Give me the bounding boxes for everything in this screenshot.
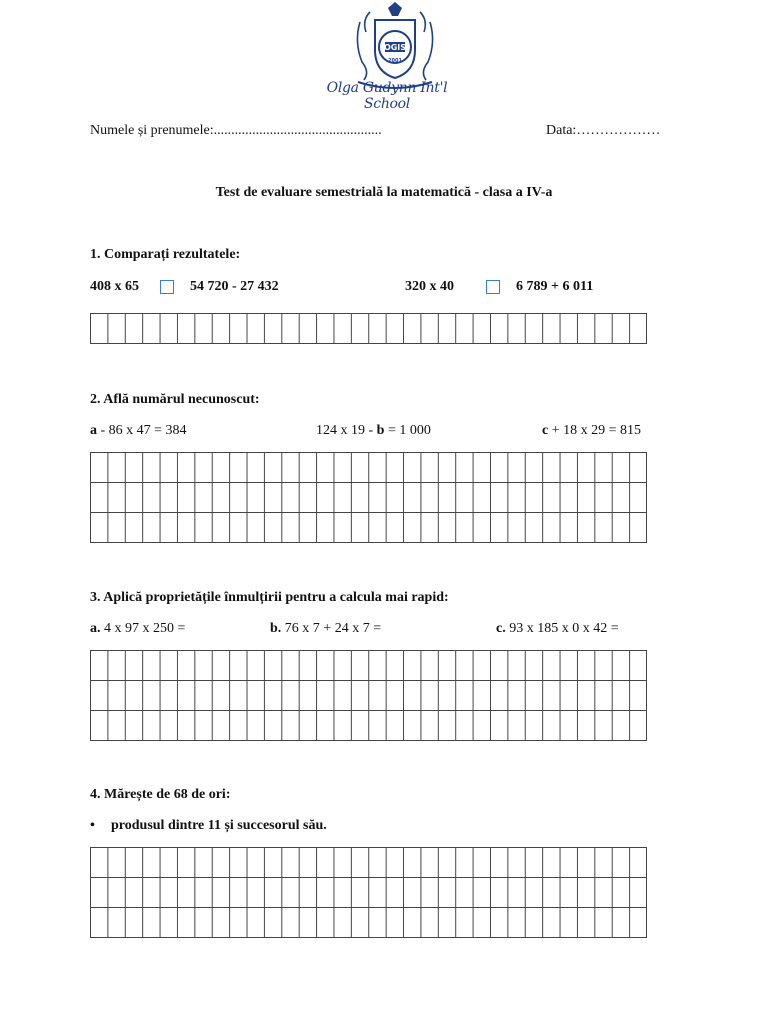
ex3-label-a: a. (90, 621, 101, 636)
ex2-var-b: b (376, 423, 385, 438)
ex2-eq-b (316, 423, 431, 439)
compare-box-a[interactable] (160, 280, 174, 294)
date-dots: ……………… (576, 123, 661, 138)
logo-year: 2001 (388, 58, 402, 64)
ex1-right-b: 6 789 + 6 011 (516, 279, 594, 294)
name-label: Numele și prenumele: (90, 123, 214, 138)
ex3-text-c: 93 x 185 x 0 x 42 = (505, 621, 619, 636)
ex1-heading: 1. Comparați rezultatele: (90, 247, 241, 262)
name-field[interactable] (90, 123, 382, 139)
date-label: Data: (546, 123, 577, 138)
ex2-answer-grid[interactable] (90, 452, 647, 543)
test-title: Test de evaluare semestrială la matematică - clasa a IV-a (215, 185, 553, 200)
ex1-left-b: 320 x 40 (405, 279, 454, 294)
date-field[interactable] (546, 123, 660, 139)
ex2-eq-b-post: = 1 000 (384, 423, 431, 438)
ex3-heading: 3. Aplică proprietățile înmulțirii pentru a calcula mai rapid: (90, 590, 449, 605)
ex3-label-c: c. (496, 621, 506, 636)
ex3-label-b: b. (270, 621, 282, 636)
ex1-answer-grid[interactable] (90, 313, 647, 344)
ex3-item-b (270, 621, 381, 637)
ex1-right-a: 54 720 - 27 432 (190, 279, 279, 294)
school-name: Olga Gudynn Int'l School (326, 80, 448, 112)
ex2-eq-c (542, 423, 641, 439)
ex2-heading: 2. Află numărul necunoscut: (90, 392, 260, 407)
ex2-eq-a (90, 423, 187, 439)
name-dots: ................................................ (213, 123, 382, 138)
ex3-text-b: 76 x 7 + 24 x 7 = (281, 621, 382, 636)
ex2-eq-b-pre: 124 x 19 - (316, 423, 377, 438)
compare-box-b[interactable] (486, 280, 500, 294)
ex3-answer-grid[interactable] (90, 650, 647, 741)
ex1-left-a: 408 x 65 (90, 279, 139, 294)
ex4-answer-grid[interactable] (90, 847, 647, 938)
ex2-eq-a-text: - 86 x 47 = 384 (97, 423, 187, 438)
ex2-var-c: c (542, 423, 549, 438)
logo-text: OGIS (383, 43, 407, 52)
ex4-item: produsul dintre 11 și succesorul său. (111, 818, 327, 833)
ex2-var-a: a (90, 423, 97, 438)
ex3-item-a (90, 621, 185, 637)
ex2-eq-c-text: + 18 x 29 = 815 (548, 423, 642, 438)
ex3-text-a: 4 x 97 x 250 = (100, 621, 186, 636)
ex4-bullet: • (90, 818, 95, 833)
ex3-item-c (496, 621, 619, 637)
ex4-heading: 4. Mărește de 68 de ori: (90, 787, 231, 802)
